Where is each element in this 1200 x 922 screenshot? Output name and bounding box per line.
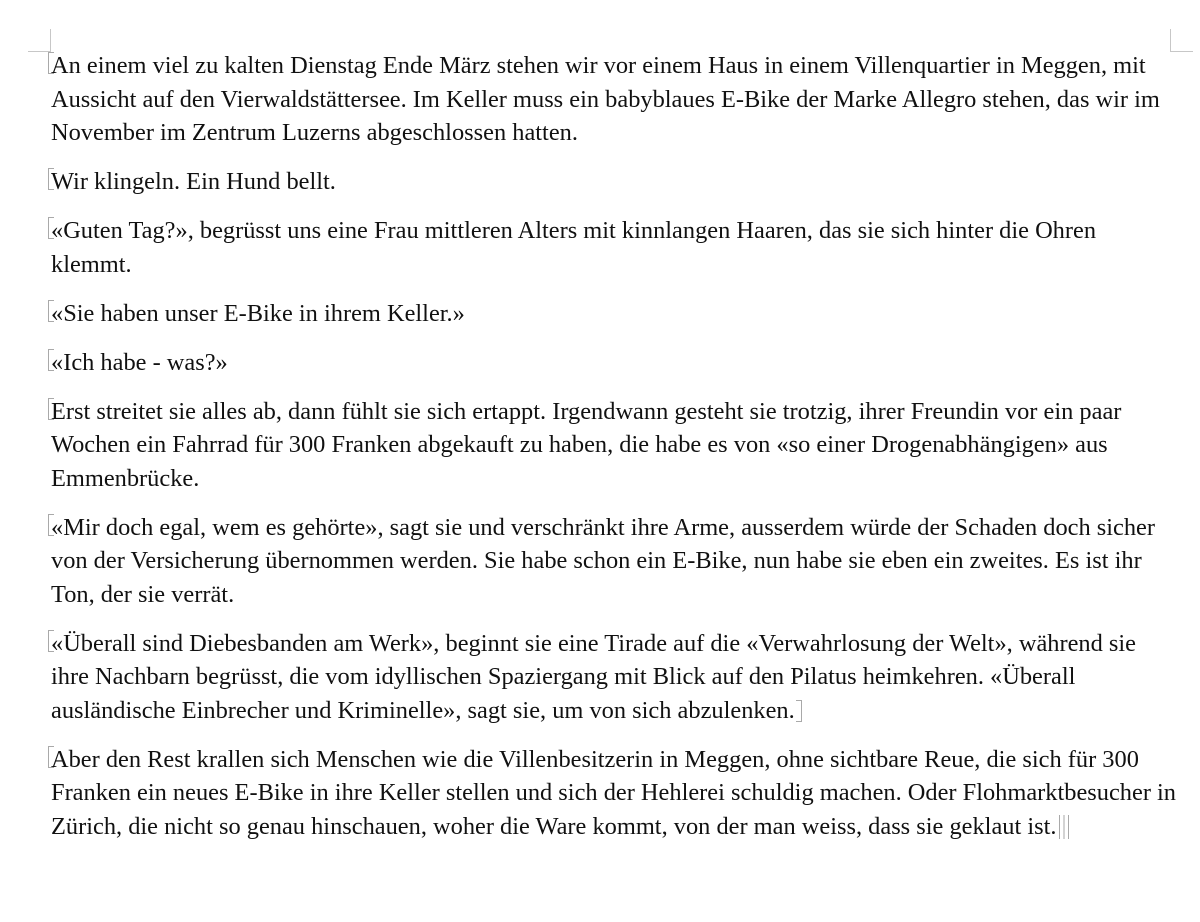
paragraph-8[interactable]	[51, 627, 1176, 728]
paragraph-text[interactable]: Aber den Rest krallen sich Menschen wie die Villenbesitzerin in Meggen, ohne sichtbare Reue, die sich für 300 Franken ein neues E-Bike in ihre Keller stellen und sich der Hehlerei schuldig machen. Oder Flohmarktbesucher in Zürich, die nicht so genau hinschauen, woher die Ware kommt, von der man weiss, dass sie geklaut ist.	[51, 745, 1177, 840]
paragraph-marker	[48, 168, 54, 190]
paragraph-marker	[48, 398, 54, 420]
paragraph-3[interactable]	[51, 214, 1176, 281]
paragraph-text[interactable]: An einem viel zu kalten Dienstag Ende März stehen wir vor einem Haus in einem Villenquartier in Meggen, mit Aussicht auf den Vierwaldstättersee. Im Keller muss ein babyblaues E-Bike der Marke Allegro stehen, das wir im November im Zentrum Luzerns abgeschlossen hatten.	[51, 52, 1160, 146]
text-cursor-icon	[1059, 815, 1069, 839]
paragraph-end-marker	[796, 700, 802, 722]
paragraph-1[interactable]	[51, 49, 1176, 150]
paragraph-9[interactable]	[51, 743, 1176, 844]
paragraph-marker	[48, 746, 54, 768]
paragraph-marker	[48, 300, 54, 322]
paragraph-4[interactable]	[51, 297, 1176, 331]
paragraph-marker	[48, 349, 54, 371]
paragraph-text[interactable]: «Mir doch egal, wem es gehörte», sagt sie und verschränkt ihre Arme, ausserdem würde der Schaden doch sicher von der Versicherung übernommen werden. Sie habe schon ein E-Bike, nun habe sie eben ein zweites. Es ist ihr Ton, der sie verrät.	[51, 513, 1155, 608]
paragraph-marker	[48, 52, 54, 74]
paragraph-marker	[48, 630, 54, 652]
paragraph-6[interactable]	[51, 395, 1176, 496]
paragraph-marker	[48, 217, 54, 239]
paragraph-text[interactable]: «Ich habe - was?»	[51, 348, 228, 376]
paragraph-marker	[48, 514, 54, 536]
paragraph-2[interactable]	[51, 165, 1176, 199]
paragraph-text[interactable]: «Guten Tag?», begrüsst uns eine Frau mittleren Alters mit kinnlangen Haaren, das sie sich hinter die Ohren klemmt.	[51, 217, 1097, 278]
paragraph-text[interactable]: Wir klingeln. Ein Hund bellt.	[51, 168, 336, 195]
top-left-crop-mark	[28, 29, 51, 52]
paragraph-text[interactable]: «Überall sind Diebesbanden am Werk», beginnt sie eine Tirade auf die «Verwahrlosung der Welt», während sie ihre Nachbarn begrüsst, die vom idyllischen Spaziergang mit Blick auf den Pilatus heimkehren. «Überall ausländische Einbrecher und Kriminelle», sagt sie, um von sich abzulenken.	[51, 629, 1137, 724]
paragraph-text[interactable]: Erst streitet sie alles ab, dann fühlt sie sich ertappt. Irgendwann gesteht sie trotzig, ihrer Freundin vor ein paar Wochen ein Fahrrad für 300 Franken abgekauft zu haben, die habe es von «so einer Drogenabhängigen» aus Emmenbrücke.	[51, 397, 1122, 492]
paragraph-text[interactable]: «Sie haben unser E-Bike in ihrem Keller.»	[51, 299, 465, 327]
document-body[interactable]	[51, 49, 1176, 859]
paragraph-5[interactable]	[51, 346, 1176, 380]
paragraph-7[interactable]	[51, 511, 1176, 612]
